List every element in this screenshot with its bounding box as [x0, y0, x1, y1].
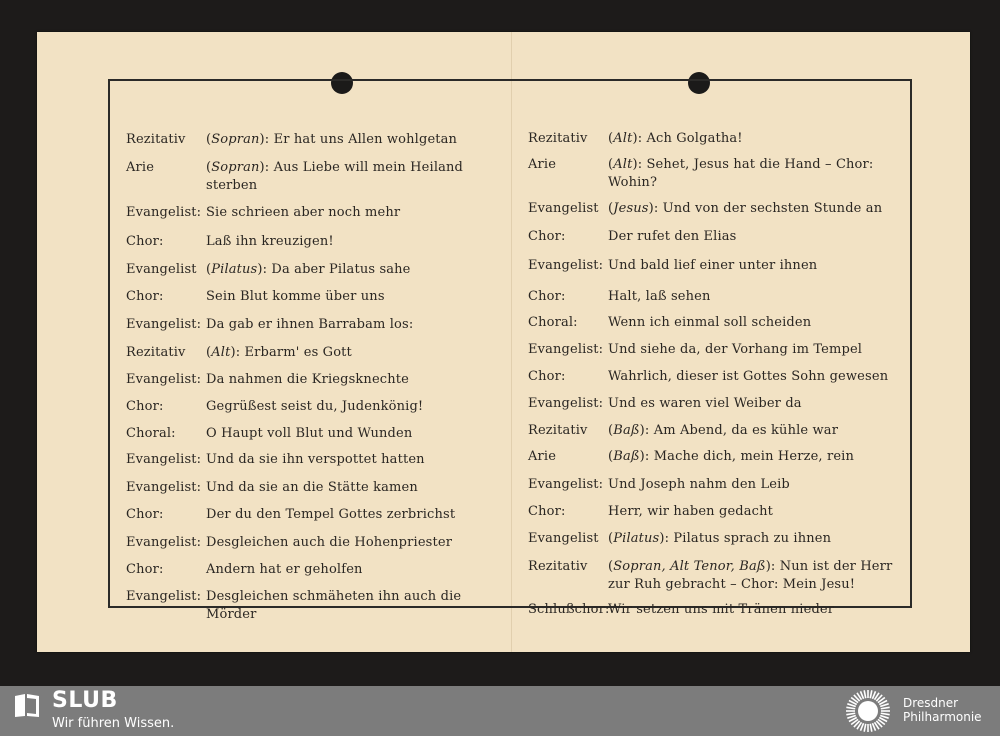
- program-entry: [528, 368, 896, 386]
- entry-text: [206, 506, 486, 524]
- entry-text-part: (: [608, 423, 614, 438]
- program-entry: [528, 228, 896, 246]
- entry-text-part: Der rufet den Elias: [608, 229, 737, 244]
- entry-role: Rezitativ: [528, 131, 588, 146]
- entry-text-part: ): Ach Golgatha!: [632, 131, 743, 146]
- entry-text-part: ): Nun ist der Herr zur Ruh gebracht – Chor: Mein Jesu!: [608, 559, 893, 592]
- entry-role: Evangelist:: [126, 205, 202, 220]
- program-entry: [126, 398, 486, 416]
- entry-text-part: Andern hat er geholfen: [206, 562, 363, 577]
- book-icon: [12, 690, 42, 720]
- entry-text: [608, 228, 896, 246]
- entry-text-part: (: [206, 262, 212, 277]
- entry-text: [206, 316, 486, 334]
- voice-name: Pilatus: [613, 531, 660, 546]
- program-frame: [108, 79, 912, 622]
- program-entry: [528, 503, 896, 521]
- entry-role: Chor:: [126, 234, 164, 249]
- entry-text-part: (: [608, 449, 614, 464]
- entry-role: Chor:: [528, 289, 566, 304]
- program-entry: [528, 476, 896, 494]
- entry-text-part: ): Mache dich, mein Herze, rein: [639, 449, 855, 464]
- program-entry: [528, 422, 896, 440]
- voice-name: Sopran: [211, 132, 260, 147]
- entry-text: [206, 233, 486, 251]
- slub-tagline: Wir führen Wissen.: [52, 716, 175, 731]
- entry-text-part: ): Und von der sechsten Stunde an: [648, 201, 883, 216]
- entry-text-part: Sein Blut komme über uns: [206, 289, 385, 304]
- program-entry: [528, 341, 896, 359]
- entry-text-part: Und bald lief einer unter ihnen: [608, 258, 818, 273]
- program-entry: [528, 156, 896, 192]
- entry-role: Choral:: [528, 315, 578, 330]
- entry-role: Evangelist:: [126, 317, 202, 332]
- program-entry: [528, 558, 896, 594]
- philharmonie-name-line2: Philharmonie: [903, 710, 982, 724]
- program-entry: [126, 288, 486, 306]
- entry-text: [206, 588, 486, 624]
- program-entry: [126, 506, 486, 524]
- entry-text: [206, 288, 486, 306]
- entry-text-part: ): Pilatus sprach zu ihnen: [659, 531, 832, 546]
- entry-text-part: Herr, wir haben gedacht: [608, 504, 773, 519]
- entry-text: [206, 261, 486, 279]
- entry-role: Evangelist:: [528, 396, 604, 411]
- entry-text: [608, 503, 896, 521]
- entry-text: [608, 422, 896, 440]
- program-entry: [528, 257, 896, 275]
- voice-name: Alt: [613, 157, 633, 172]
- entry-role: Rezitativ: [126, 345, 186, 360]
- entry-role: Rezitativ: [528, 559, 588, 574]
- entry-text-part: Und da sie ihn verspottet hatten: [206, 452, 425, 467]
- voice-name: Baß: [613, 449, 640, 464]
- entry-text-part: (: [608, 559, 614, 574]
- entry-text-part: Und es waren viel Weiber da: [608, 396, 802, 411]
- footer-bar: [0, 686, 1000, 736]
- program-entry: [126, 588, 486, 624]
- entry-text: [608, 558, 896, 594]
- program-entry: [528, 200, 896, 218]
- program-entry: [126, 159, 486, 195]
- entry-text-part: ): Sehet, Jesus hat die Hand – Chor: Wohin?: [608, 157, 874, 190]
- entry-role: Evangelist:: [126, 480, 202, 495]
- entry-text-part: Da gab er ihnen Barrabam los:: [206, 317, 414, 332]
- entry-text-part: ): Er hat uns Allen wohlgetan: [259, 132, 458, 147]
- entry-role: Evangelist:: [126, 452, 202, 467]
- program-entry: [528, 314, 896, 332]
- entry-role: Arie: [528, 157, 557, 172]
- entry-text-part: Und Joseph nahm den Leib: [608, 477, 790, 492]
- entry-role: Rezitativ: [126, 132, 186, 147]
- program-entry: [126, 451, 486, 469]
- entry-text: [608, 530, 896, 548]
- entry-text-part: Desgleichen auch die Hohenpriester: [206, 535, 453, 550]
- program-entry: [126, 204, 486, 222]
- voice-name: Alt: [613, 131, 633, 146]
- entry-text-part: ): Erbarm' es Gott: [230, 345, 352, 360]
- entry-text: [206, 479, 486, 497]
- entry-role: Chor:: [528, 229, 566, 244]
- voice-name: Alt: [211, 345, 231, 360]
- entry-text-part: (: [206, 160, 212, 175]
- entry-text: [206, 371, 486, 389]
- philharmonie-name-line1: Dresdner: [903, 696, 959, 710]
- program-entry: [126, 131, 486, 149]
- entry-text-part: ): Am Abend, da es kühle war: [639, 423, 839, 438]
- entry-text: [206, 344, 486, 362]
- entry-text-part: Wenn ich einmal soll scheiden: [608, 315, 812, 330]
- program-entry: [126, 261, 486, 279]
- entry-text-part: ): Da aber Pilatus sahe: [257, 262, 411, 277]
- program-entry: [126, 534, 486, 552]
- program-sheet: [37, 32, 970, 652]
- program-entry: [126, 233, 486, 251]
- entry-role: Evangelist: [126, 262, 197, 277]
- entry-text: [206, 425, 486, 443]
- entry-text-part: (: [608, 157, 614, 172]
- entry-role: Evangelist:: [126, 535, 202, 550]
- program-entry: [126, 344, 486, 362]
- entry-text-part: Und da sie an die Stätte kamen: [206, 480, 418, 495]
- entry-role: Evangelist:: [528, 477, 604, 492]
- entry-text: [206, 131, 486, 149]
- entry-text: [608, 395, 896, 413]
- entry-role: Evangelist: [528, 531, 599, 546]
- entry-role: Rezitativ: [528, 423, 588, 438]
- entry-text-part: Und siehe da, der Vorhang im Tempel: [608, 342, 863, 357]
- entry-text-part: (: [206, 345, 212, 360]
- program-entry: [126, 561, 486, 579]
- entry-role: Arie: [126, 160, 155, 175]
- program-entry: [126, 371, 486, 389]
- entry-text: [608, 156, 896, 192]
- entry-text: [608, 341, 896, 359]
- entry-text-part: Desgleichen schmäheten ihn auch die Mörder: [206, 589, 462, 622]
- voice-name: Pilatus: [211, 262, 258, 277]
- entry-text: [608, 368, 896, 386]
- entry-text-part: (: [608, 531, 614, 546]
- entry-text-part: Da nahmen die Kriegsknechte: [206, 372, 409, 387]
- entry-role: Evangelist:: [126, 589, 202, 604]
- voice-name: Sopran: [211, 160, 260, 175]
- program-entry: [528, 395, 896, 413]
- entry-text-part: Wahrlich, dieser ist Gottes Sohn gewesen: [608, 369, 889, 384]
- voice-name: Baß: [613, 423, 640, 438]
- program-entry: [528, 130, 896, 148]
- entry-text-part: (: [206, 132, 212, 147]
- entry-text: [608, 288, 896, 306]
- entry-role: Schlußchor:: [528, 602, 610, 617]
- entry-text-part: (: [608, 201, 614, 216]
- entry-text-part: Laß ihn kreuzigen!: [206, 234, 334, 249]
- entry-text-part: Halt, laß sehen: [608, 289, 711, 304]
- program-entry: [126, 316, 486, 334]
- entry-role: Chor:: [528, 504, 566, 519]
- entry-text: [608, 448, 896, 466]
- entry-text: [206, 561, 486, 579]
- entry-text-part: O Haupt voll Blut und Wunden: [206, 426, 413, 441]
- entry-text: [206, 451, 486, 469]
- entry-role: Chor:: [126, 399, 164, 414]
- program-entry: [528, 288, 896, 306]
- entry-text: [206, 534, 486, 552]
- entry-role: Evangelist:: [126, 372, 202, 387]
- entry-role: Chor:: [528, 369, 566, 384]
- entry-text-part: Der du den Tempel Gottes zerbrichst: [206, 507, 456, 522]
- entry-role: Evangelist:: [528, 258, 604, 273]
- entry-text: [608, 130, 896, 148]
- entry-role: Choral:: [126, 426, 176, 441]
- entry-text-part: Gegrüßest seist du, Judenkönig!: [206, 399, 424, 414]
- slub-name: SLUB: [52, 688, 118, 713]
- entry-text: [608, 314, 896, 332]
- entry-role: Evangelist: [528, 201, 599, 216]
- entry-text-part: (: [608, 131, 614, 146]
- entry-role: Evangelist:: [528, 342, 604, 357]
- entry-text: [206, 398, 486, 416]
- entry-role: Chor:: [126, 507, 164, 522]
- entry-text-part: Sie schrieen aber noch mehr: [206, 205, 401, 220]
- entry-text-part: Wir setzen uns mit Tränen nieder: [608, 602, 835, 617]
- program-entry: [528, 601, 896, 619]
- entry-text: [608, 200, 896, 218]
- entry-role: Chor:: [126, 289, 164, 304]
- sunburst-icon: [842, 688, 894, 734]
- entry-text: [608, 257, 896, 275]
- entry-role: Arie: [528, 449, 557, 464]
- entry-text: [206, 159, 486, 195]
- program-entry: [528, 530, 896, 548]
- program-entry: [126, 425, 486, 443]
- entry-text-part: ): Aus Liebe will mein Heiland sterben: [206, 160, 464, 193]
- program-entry: [528, 448, 896, 466]
- entry-text: [206, 204, 486, 222]
- voice-name: Jesus: [613, 201, 649, 216]
- voice-name: Sopran, Alt Tenor, Baß: [613, 559, 766, 574]
- entry-role: Chor:: [126, 562, 164, 577]
- entry-text: [608, 476, 896, 494]
- entry-text: [608, 601, 896, 619]
- program-entry: [126, 479, 486, 497]
